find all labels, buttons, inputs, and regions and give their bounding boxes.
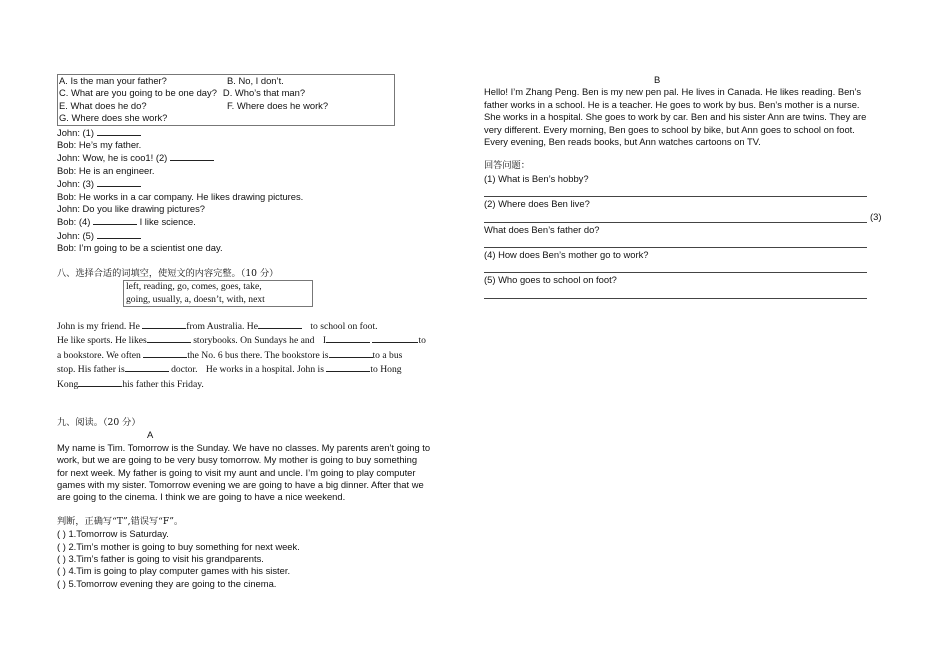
cloze-text: Kong (57, 378, 79, 390)
answer-line-1[interactable] (484, 185, 867, 197)
passage-b-line: She works in a hospital. She goes to work by car. Ben and his sister Ann are twins. They are (484, 111, 867, 123)
cloze-text: to a bus (372, 349, 403, 361)
answer-blank-4[interactable] (93, 215, 137, 225)
answer-line-3[interactable] (484, 236, 867, 248)
questions-heading: 回答问题： (484, 160, 530, 172)
dialogue-line-6: Bob: He works in a car company. He likes drawing pictures. (57, 190, 304, 202)
cloze-blank[interactable] (143, 348, 187, 358)
cloze-text: He works in a hospital. John is (205, 364, 324, 376)
question-3-number: (3) (870, 211, 882, 223)
passage-a-line: work, but we are going to be very busy tomorrow. My mother is going to buy something (57, 454, 418, 466)
cloze-text: stop. His father is (57, 364, 125, 376)
passage-a-line: My name is Tim. Tomorrow is the Sunday. We have no classes. My parents aren’t going to (57, 441, 431, 453)
option-a: A. Is the man your father? (59, 75, 167, 86)
answer-line-4[interactable] (484, 261, 867, 273)
cloze-blank[interactable] (78, 377, 122, 387)
passage-a-line: games with my sister. Tomorrow evening we are going to have a big dinner. After that we (57, 478, 424, 490)
cloze-blank[interactable] (142, 319, 186, 329)
tf-item-2[interactable]: ( ) 2.Tim’s mother is going to buy something for next week. (57, 540, 300, 552)
answer-blank-3[interactable] (97, 177, 141, 187)
cloze-text: He like sports. He likes (57, 335, 147, 347)
answer-line-5[interactable] (484, 287, 867, 299)
dialogue-line-3 (57, 151, 467, 164)
cloze-text: to school on foot. (310, 320, 378, 332)
option-row-3 (59, 100, 394, 112)
section-8-heading: 八、选择合适的词填空，使短文的内容完整。（10 分） (57, 267, 279, 279)
option-d: D. Who’s that man? (222, 87, 306, 99)
cloze-text: doctor. (171, 364, 198, 376)
cloze-blank[interactable] (329, 348, 373, 358)
dialogue-line-8 (57, 215, 467, 228)
answer-line-2[interactable] (484, 211, 867, 223)
dialogue-line-10: Bob: I’m going to be a scientist one day. (57, 242, 223, 254)
cloze-blank[interactable] (125, 362, 169, 372)
cloze-text: John is my friend. He (57, 320, 140, 332)
option-c: C. What are you going to be one day? (59, 87, 217, 99)
dialogue-line-5 (57, 177, 467, 190)
dialogue-line-2: Bob: He’s my father. (57, 139, 142, 151)
tf-item-5[interactable]: ( ) 5.Tomorrow evening they are going to the cinema. (57, 577, 277, 589)
dialogue-options-box (57, 74, 395, 126)
option-f: F. Where does he work? (227, 99, 329, 111)
passage-a-label: A (147, 429, 154, 441)
cloze-text: the No. 6 bus there. The bookstore is (187, 349, 329, 361)
word-bank-line-1: left, reading, go, comes, goes, take, (126, 281, 262, 293)
answer-blank-5[interactable] (97, 229, 141, 239)
dialogue-text: John: (1) (57, 126, 94, 138)
left-column (57, 74, 467, 590)
passage-b-line: Every evening, Ben reads books, but Ann watches cartoons on TV. (484, 136, 761, 148)
cloze-line-2 (57, 333, 467, 347)
cloze-line-3 (57, 348, 467, 362)
cloze-passage (57, 319, 467, 391)
answer-blank-2[interactable] (170, 151, 214, 161)
cloze-text: to (418, 335, 426, 347)
dialogue-text: John: (5) (57, 229, 94, 241)
option-e: E. What does he do? (59, 99, 147, 111)
question-1: (1) What is Ben’s hobby? (484, 172, 589, 184)
option-row-1 (59, 75, 394, 87)
cloze-line-1 (57, 319, 467, 333)
dialogue-text: John: Wow, he is coo1! (2) (57, 152, 168, 164)
question-5: (5) Who goes to school on foot? (484, 274, 617, 286)
option-row-2 (59, 87, 394, 99)
passage-b-label: B (654, 74, 661, 85)
answer-blank-1[interactable] (97, 126, 141, 136)
option-row-4 (59, 112, 394, 124)
dialogue-line-1 (57, 126, 467, 139)
dialogue-text: I like science. (139, 216, 196, 228)
question-3: What does Ben’s father do? (484, 223, 600, 235)
true-false-heading: 判断，正确写“T”,错误写“F”。 (57, 515, 184, 527)
passage-b-line: very different. Every morning, Ben goes to school by bike, but Ann goes to school on foot. (484, 123, 855, 135)
right-column (484, 74, 894, 300)
tf-item-4[interactable]: ( ) 4.Tim is going to play computer games with his sister. (57, 565, 291, 577)
cloze-text: storybooks. On Sundays he and (193, 335, 315, 347)
question-4: (4) How does Ben’s mother go to work? (484, 249, 649, 261)
word-bank-line-2: going, usually, a, doesn’t, with, next (126, 293, 265, 305)
cloze-blank[interactable] (372, 333, 418, 343)
answer-row-2 (484, 211, 894, 224)
option-g: G. Where does she work? (59, 112, 168, 124)
cloze-blank[interactable] (326, 333, 370, 343)
tf-item-1[interactable]: ( ) 1.Tomorrow is Saturday. (57, 528, 169, 540)
dialogue-text: John: (3) (57, 178, 94, 190)
cloze-text: to Hong (370, 364, 402, 376)
section-9-heading: 九、阅读。（20 分） (57, 416, 141, 428)
cloze-blank[interactable] (147, 333, 191, 343)
word-bank-box (123, 280, 313, 307)
cloze-blank[interactable] (326, 362, 370, 372)
option-b: B. No, I don’t. (227, 75, 284, 86)
cloze-text: his father this Friday. (122, 378, 204, 390)
cloze-blank[interactable] (258, 319, 302, 329)
dialogue-line-9 (57, 229, 467, 242)
passage-a-line: for next week. My father is going to visit my aunt and uncle. I’m going to play computer (57, 466, 416, 478)
dialogue-line-7: John: Do you like drawing pictures? (57, 203, 205, 215)
passage-b-line: Hello! I’m Zhang Peng. Ben is my new pen pal. He lives in Canada. He likes reading. Ben’s (484, 86, 862, 98)
tf-item-3[interactable]: ( ) 3.Tim’s father is going to visit his grandparents. (57, 553, 264, 564)
passage-a (57, 442, 467, 504)
dialogue-line-4: Bob: He is an engineer. (57, 164, 155, 176)
passage-b-line: father works in a school. He is a teacher. He goes to work by bus. Ben’s mother is a nurse. (484, 98, 860, 110)
passage-a-line: are going to the cinema. I think we are going to have a nice weekend. (57, 491, 346, 503)
question-2: (2) Where does Ben live? (484, 198, 590, 210)
cloze-text: a bookstore. We often (57, 349, 141, 361)
passage-b (484, 86, 894, 148)
cloze-text: from Australia. He (186, 320, 258, 332)
dialogue-text: Bob: (4) (57, 216, 91, 228)
cloze-line-5 (57, 377, 467, 391)
cloze-text: I (322, 335, 327, 347)
cloze-line-4 (57, 362, 467, 376)
